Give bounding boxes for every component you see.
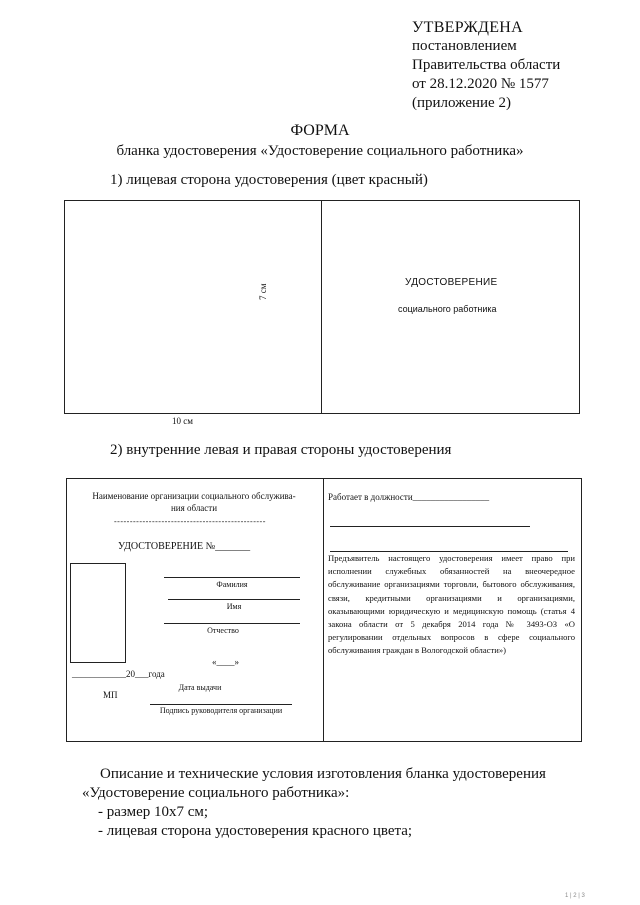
section1-heading: 1) лицевая сторона удостоверения (цвет красный) [110,172,428,188]
approval-line: (приложение 2) [412,95,511,111]
date-year: ____________20___года [72,669,165,679]
signature-label: Подпись руководителя организации [159,706,283,715]
cover-subtitle: социального работника [398,304,497,314]
cover-side-frame [64,200,580,414]
date-day-quote: «____» [212,657,239,667]
section2-heading: 2) внутренние левая и правая стороны удостоверения [110,442,452,458]
name-label: Имя [226,602,242,611]
description-intro: Описание и технические условия изготовления бланка удостоверения «Удостоверение социального работника»: [82,766,546,801]
org-name-label [70,490,318,514]
surname-line [164,577,300,578]
org-name-line: Наименование организации социального обслужива- [92,491,296,501]
description-block [82,765,610,841]
cover-divider [321,201,322,413]
approval-line: Правительства области [412,57,561,73]
patronymic-line [164,623,300,624]
issue-date-label: Дата выдачи [178,683,222,692]
photo-placeholder [70,563,126,663]
patronymic-label: Отчество [207,626,239,635]
position-line-2 [330,526,530,527]
stamp-label: МП [103,690,118,700]
name-line [168,599,300,600]
position-field: Работает в должности_________________ [328,492,490,502]
cover-title: УДОСТОВЕРЕНИЕ [405,277,498,288]
page-number: 1 | 2 | 3 [565,893,585,899]
signature-line [150,704,292,705]
approval-heading: УТВЕРЖДЕНА [412,19,524,36]
holder-rights-text: Предъявитель настоящего удостоверения имеет право при исполнении служебных обязанностей на внеочередное обслуживание организациями торговли, бытового обслуживания, связи, кредитными организациями и организациями, оказывающими юридическую и медицинскую помощь (статья 4 закона области от 5 декабря 2014 года № 3493-ОЗ «О регулировании отдельных вопросов в сфере социального обслуживания граждан в Вологодской области») [328,553,575,656]
inner-divider [323,479,324,741]
approval-line: постановлением [412,38,517,54]
certificate-number: УДОСТОВЕРЕНИЕ №_______ [118,541,251,552]
dimension-width-label: 10 см [172,416,193,426]
approval-block [412,18,632,113]
dashed-separator: ------------------------------------------------ [114,517,266,526]
form-subtitle: бланка удостоверения «Удостоверение социального работника» [116,143,524,159]
org-name-line: ния области [170,503,218,513]
dimension-height-label: 7 см [258,283,268,300]
surname-label: Фамилия [216,580,248,589]
description-item: - лицевая сторона удостоверения красного цвета; [98,823,413,839]
approval-line: от 28.12.2020 № 1577 [412,76,549,92]
form-title: ФОРМА [290,122,350,139]
description-item: - размер 10х7 см; [98,804,209,820]
